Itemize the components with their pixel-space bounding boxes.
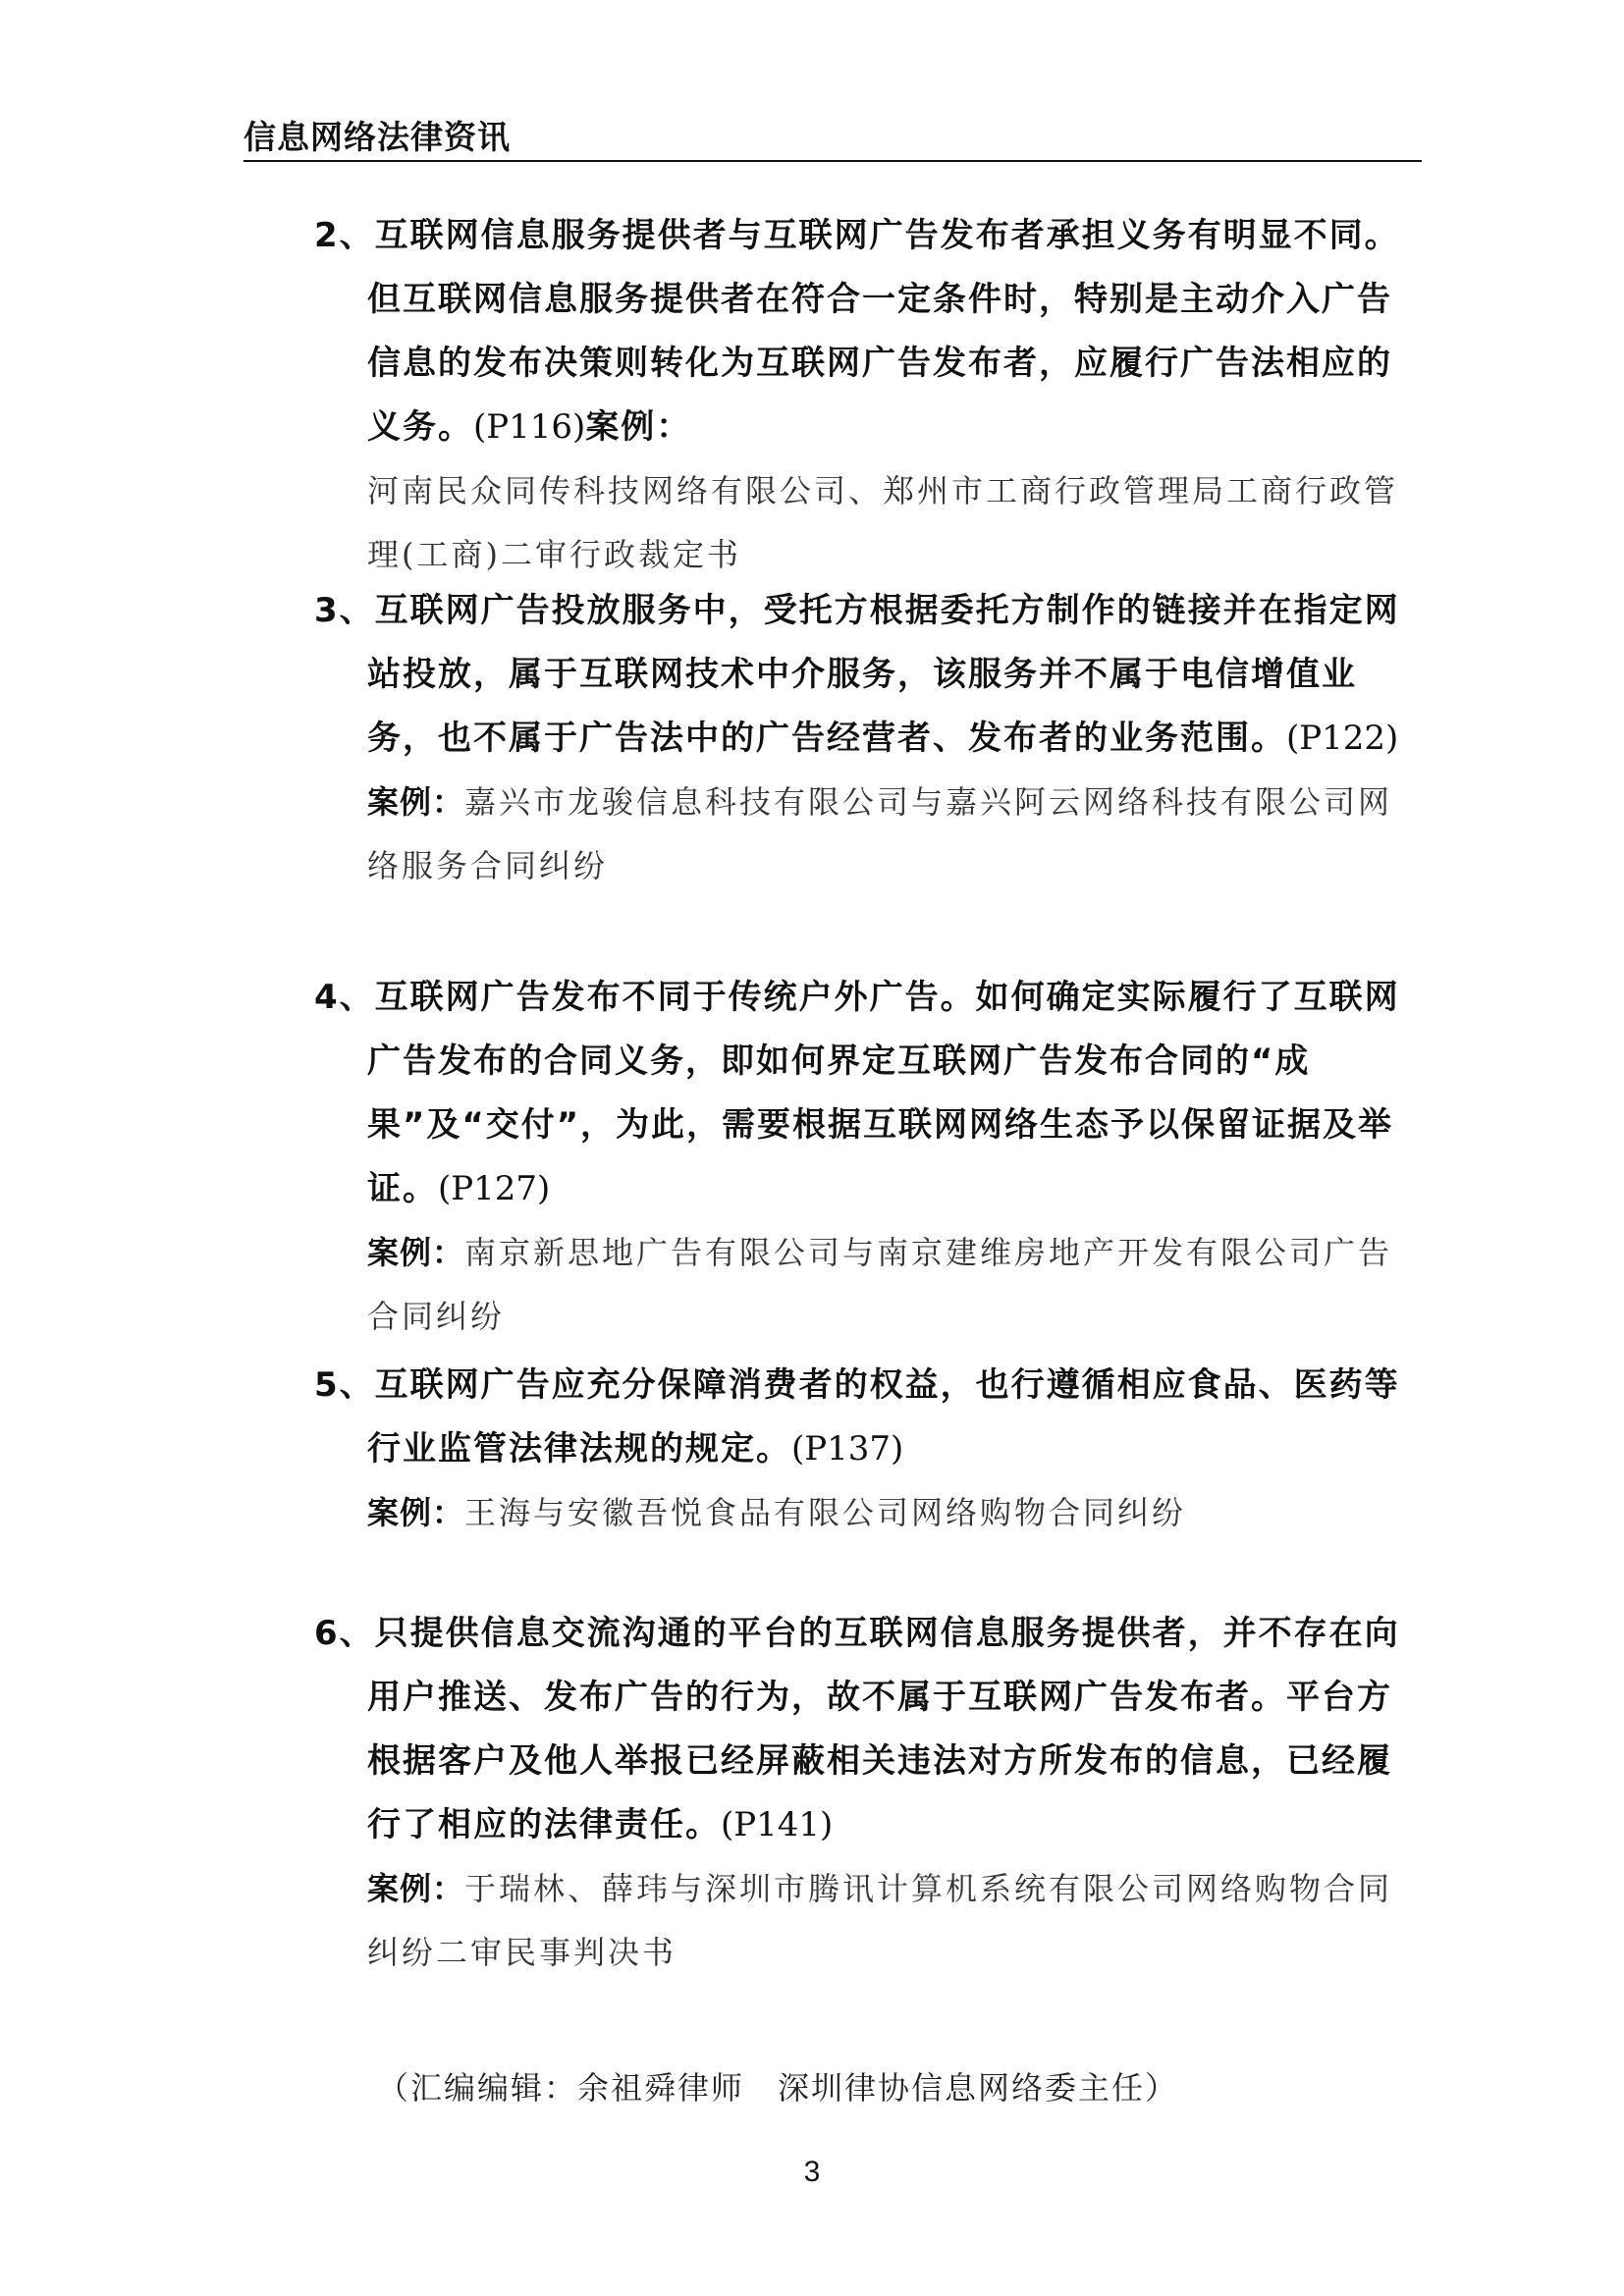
case-citation [314, 1221, 1424, 1349]
case-label: 案例： [367, 783, 465, 821]
case-text: 王海与安徽吾悦食品有限公司网络购物合同纠纷 [464, 1494, 1187, 1531]
compiler-note: （汇编编辑：余祖舜律师 深圳律协信息网络委主任） [377, 2069, 1179, 2107]
case-text: 于瑞林、薛玮与深圳市腾讯计算机系统有限公司网络购物合同纠纷二审民事判决书 [367, 1870, 1393, 1971]
point-text: 2、互联网信息服务提供者与互联网广告发布者承担义务有明显不同。但互联网信息服务提供者在符合一定条件时，特别是主动介入广告信息的发布决策则转化为互联网广告发布者，应履行广告法相应的义务。(P116)案例： [314, 216, 1400, 447]
case-text: 南京新思地广告有限公司与南京建维房地产开发有限公司广告合同纠纷 [367, 1234, 1393, 1335]
case-label: 案例： [585, 407, 692, 447]
case-label: 案例： [367, 1234, 465, 1271]
page-ref: (P127) [438, 1169, 551, 1208]
point-text: 5、互联网广告应充分保障消费者的权益，也行遵循相应食品、医药等行业监管法律法规的规定。(P137) [314, 1365, 1400, 1468]
legal-point-4 [314, 966, 1424, 1349]
point-text: 4、互联网广告发布不同于传统户外广告。如何确定实际履行了互联网广告发布的合同义务，即如何界定互联网广告发布合同的“成果”及“交付”，为此，需要根据互联网网络生态予以保留证据及举证。(P127) [314, 978, 1400, 1208]
page-ref: (P137) [791, 1429, 904, 1468]
legal-point-2 [314, 204, 1424, 587]
case-citation [314, 459, 1424, 587]
header-title: 信息网络法律资讯 [244, 118, 511, 156]
page-ref: (P141) [721, 1805, 834, 1844]
page-number: 3 [803, 2156, 821, 2188]
case-citation [314, 771, 1424, 898]
header-divider [244, 160, 1422, 162]
point-text: 6、只提供信息交流沟通的平台的互联网信息服务提供者，并不存在向用户推送、发布广告的行为，故不属于互联网广告发布者。平台方根据客户及他人举报已经屏蔽相关违法对方所发布的信息，已经履行了相应的法律责任。(P141) [314, 1614, 1400, 1844]
legal-point-5 [314, 1354, 1424, 1545]
page-ref: (P122) [1286, 719, 1399, 758]
page-ref: (P116) [473, 407, 586, 447]
point-text: 3、互联网广告投放服务中，受托方根据委托方制作的链接并在指定网站投放，属于互联网技术中介服务，该服务并不属于电信增值业务，也不属于广告法中的广告经营者、发布者的业务范围。(P122) [314, 591, 1400, 758]
case-citation [314, 1857, 1424, 1985]
case-text: 嘉兴市龙骏信息科技有限公司与嘉兴阿云网络科技有限公司网络服务合同纠纷 [367, 783, 1393, 884]
legal-point-3 [314, 579, 1424, 898]
case-label: 案例： [367, 1870, 465, 1907]
case-label: 案例： [367, 1494, 465, 1531]
case-text: 河南民众同传科技网络有限公司、郑州市工商行政管理局工商行政管理(工商)二审行政裁定书 [367, 472, 1399, 573]
legal-point-6 [314, 1602, 1424, 1985]
case-citation [314, 1481, 1424, 1545]
